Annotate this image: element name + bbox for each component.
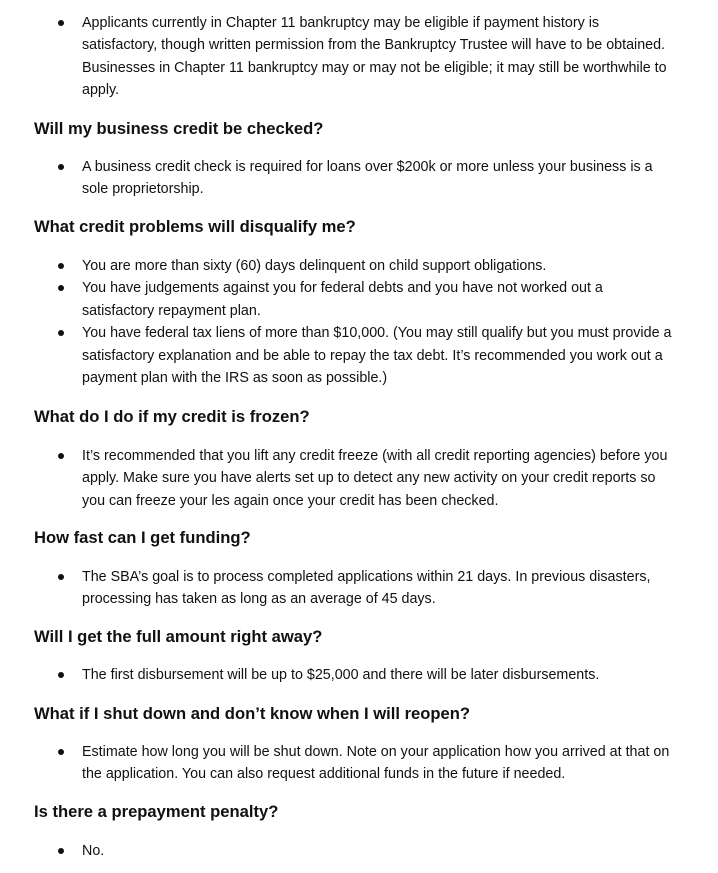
list-item-text: It’s recommended that you lift any credit freeze (with all credit reporting agencies) before you apply. Make sure you have alerts set up to detect any new activity on your credit reports so you can freeze your les again once your credit has been checked. — [82, 448, 668, 509]
bullet-icon — [58, 453, 64, 459]
list-item — [0, 445, 718, 512]
bullet-icon — [58, 164, 64, 170]
list-item-text: The SBA’s goal is to process completed applications within 21 days. In previous disasters, processing has taken as long as an average of 45 days. — [82, 569, 651, 608]
list-item-text: Estimate how long you will be shut down. Note on your application how you arrived at that on the application. You can also request additional funds in the future if needed. — [82, 744, 670, 783]
list-item — [0, 255, 718, 277]
bullet-icon — [58, 263, 64, 269]
bullet-icon — [58, 749, 64, 755]
bullet-icon — [58, 672, 64, 678]
section-heading-credit-check: Will my business credit be checked? — [34, 119, 324, 138]
section-bullets-shut-down — [0, 741, 718, 786]
list-item-text: You are more than sixty (60) days delinquent on child support obligations. — [82, 258, 547, 274]
bullet-icon — [58, 20, 64, 26]
section-bullets-disqualify — [0, 255, 718, 389]
section-bullets-prepayment — [0, 840, 718, 862]
list-item — [0, 156, 718, 201]
section-bullets-full-amount — [0, 664, 718, 686]
list-item — [0, 840, 718, 862]
section-heading-funding-speed: How fast can I get funding? — [34, 528, 251, 547]
section-heading-shut-down: What if I shut down and don’t know when I will reopen? — [34, 704, 471, 723]
list-item — [0, 741, 718, 786]
list-item — [0, 566, 718, 611]
section-bullets-credit-frozen — [0, 445, 718, 512]
list-item-text: You have judgements against you for federal debts and you have not worked out a satisfactory repayment plan. — [82, 280, 603, 319]
list-item-text: You have federal tax liens of more than $10,000. (You may still qualify but you must provide a satisfactory explanation and be able to repay the tax debt. It’s recommended you work out a payment plan with the IRS as soon as possible.) — [82, 325, 672, 387]
list-item-text: A business credit check is required for loans over $200k or more unless your business is a sole proprietorship. — [82, 159, 653, 198]
bullet-icon — [58, 848, 64, 854]
list-item — [0, 277, 718, 322]
bullet-icon — [58, 285, 64, 291]
section-heading-disqualify: What credit problems will disqualify me? — [34, 217, 356, 236]
list-item-text: Applicants currently in Chapter 11 bankruptcy may be eligible if payment history is satisfactory, though written permission from the Bankruptcy Trustee will have to be obtained. Businesses in Chapter 11 bankruptcy may or may not be eligible; it may still be worthwhile to apply. — [82, 15, 667, 99]
list-item-text: No. — [82, 843, 105, 859]
section-heading-full-amount: Will I get the full amount right away? — [34, 627, 323, 646]
list-item — [0, 322, 718, 389]
section-heading-prepayment: Is there a prepayment penalty? — [34, 802, 279, 821]
intro-bullets — [0, 12, 718, 102]
list-item-text: The first disbursement will be up to $25,000 and there will be later disbursements. — [82, 667, 600, 683]
list-item — [0, 12, 718, 102]
section-bullets-credit-check — [0, 156, 718, 201]
list-item — [0, 664, 718, 686]
bullet-icon — [58, 574, 64, 580]
bullet-icon — [58, 330, 64, 336]
section-heading-credit-frozen: What do I do if my credit is frozen? — [34, 407, 310, 426]
section-bullets-funding-speed — [0, 566, 718, 611]
